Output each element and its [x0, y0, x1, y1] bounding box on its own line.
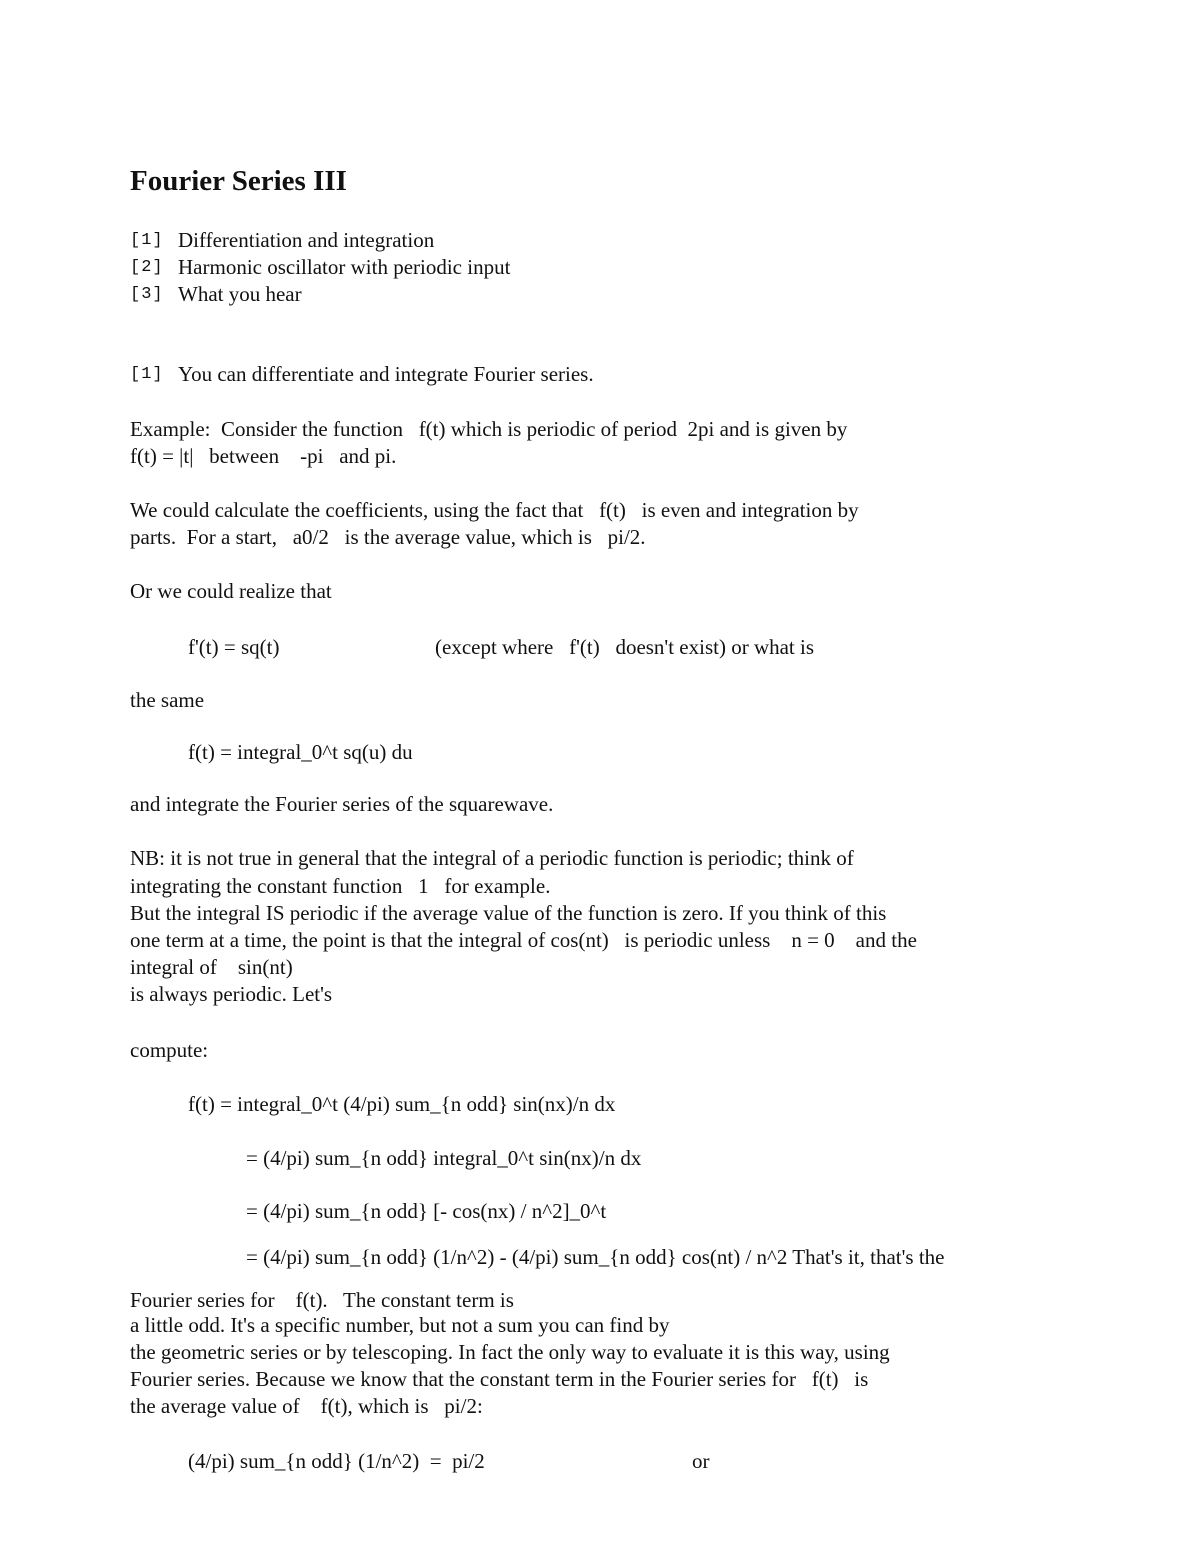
text-line: Or we could realize that [130, 579, 332, 603]
section-heading: You can differentiate and integrate Fourier series. [178, 362, 594, 386]
text-line: or [692, 1449, 710, 1473]
toc-item: What you hear [178, 282, 302, 306]
text-line: Fourier series. Because we know that the constant term in the Fourier series for f(t) is [130, 1367, 869, 1391]
toc-item: Harmonic oscillator with periodic input [178, 255, 511, 279]
text-line: We could calculate the coefficients, using the fact that f(t) is even and integration by [130, 498, 859, 522]
page-title: Fourier Series III [130, 165, 347, 197]
text-line: f(t) = |t| between -pi and pi. [130, 444, 397, 468]
text-line: integrating the constant function 1 for example. [130, 874, 551, 898]
text-line: (except where f'(t) doesn't exist) or what is [435, 635, 815, 659]
text-line: the average value of f(t), which is pi/2: [130, 1394, 483, 1418]
equation: f(t) = integral_0^t (4/pi) sum_{n odd} sin(nx)/n dx [188, 1092, 616, 1116]
text-line: the geometric series or by telescoping. In fact the only way to evaluate it is this way, using [130, 1340, 890, 1364]
text-line: one term at a time, the point is that the integral of cos(nt) is periodic unless n = 0 and the [130, 928, 917, 952]
text-line: is always periodic. Let's [130, 982, 333, 1006]
text-line: integral of sin(nt) [130, 955, 293, 979]
toc-number: [3] [130, 285, 164, 304]
toc-item: Differentiation and integration [178, 228, 435, 252]
equation: (4/pi) sum_{n odd} (1/n^2) = pi/2 [188, 1449, 485, 1473]
text-line: and integrate the Fourier series of the squarewave. [130, 792, 554, 816]
text-line: the same [130, 688, 205, 712]
text-line: Fourier series for f(t). The constant term is [130, 1288, 514, 1312]
text-line: a little odd. It's a specific number, but not a sum you can find by [130, 1313, 670, 1337]
section-number: [1] [130, 365, 164, 384]
equation: = (4/pi) sum_{n odd} integral_0^t sin(nx)/n dx [246, 1146, 642, 1170]
equation: = (4/pi) sum_{n odd} [- cos(nx) / n^2]_0^t [246, 1199, 607, 1223]
toc-number: [2] [130, 258, 164, 277]
equation: f'(t) = sq(t) [188, 635, 280, 659]
text-line: parts. For a start, a0/2 is the average value, which is pi/2. [130, 525, 646, 549]
text-line: compute: [130, 1038, 209, 1062]
text-line: NB: it is not true in general that the integral of a periodic function is periodic; think of [130, 846, 854, 870]
text-line: But the integral IS periodic if the average value of the function is zero. If you think of this [130, 901, 887, 925]
toc-number: [1] [130, 231, 164, 250]
equation: = (4/pi) sum_{n odd} (1/n^2) - (4/pi) sum_{n odd} cos(nt) / n^2 That's it, that's the [246, 1245, 945, 1269]
equation: f(t) = integral_0^t sq(u) du [188, 740, 413, 764]
text-line: Example: Consider the function f(t) which is periodic of period 2pi and is given by [130, 417, 848, 441]
